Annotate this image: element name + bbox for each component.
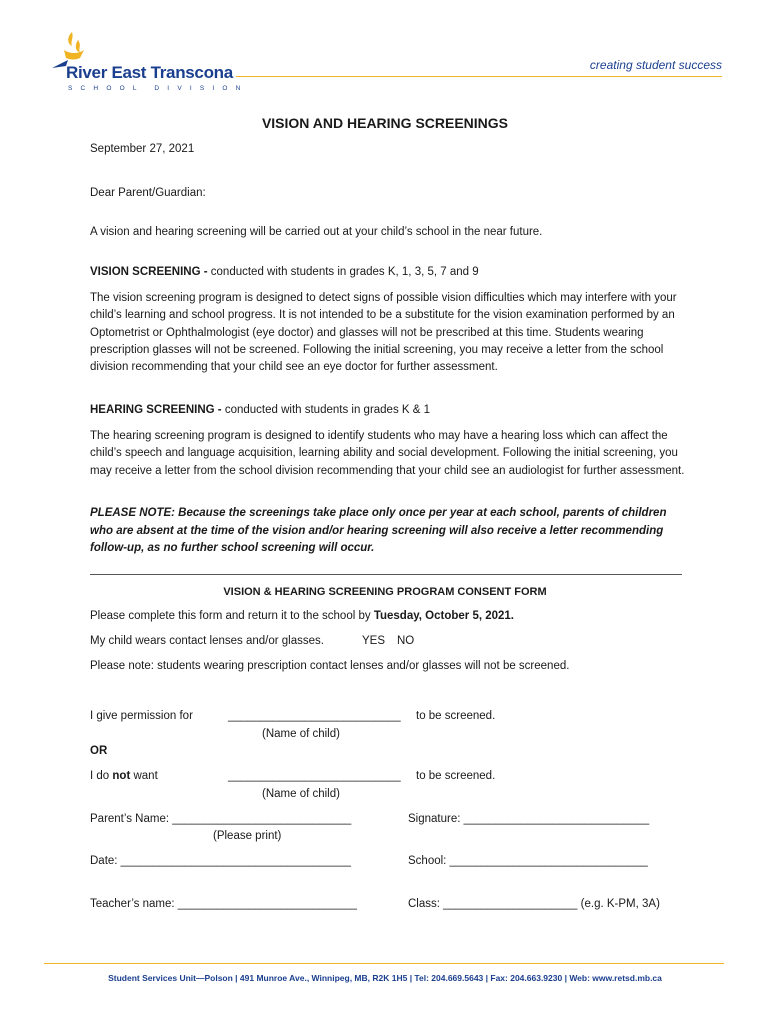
deny-not: not (112, 770, 131, 782)
footer-rule (44, 963, 724, 964)
page-title: VISION AND HEARING SCREENINGS (261, 115, 509, 131)
hearing-paragraph: The hearing screening program is designed to identify students who may have a hearing loss which can affect the child’s speech and language acquisition, learning ability and social development. Following the initial screening, you may receive a letter from the school division recommending that your child see an audiologist for further assessment. (90, 430, 685, 477)
lenses-question: My child wears contact lenses and/or glasses. (90, 635, 324, 647)
section-divider (90, 574, 682, 575)
letter-date: September 27, 2021 (90, 143, 195, 155)
to-be-screened-1: to be screened. (416, 710, 496, 722)
vision-paragraph: The vision screening program is designed to detect signs of possible vision difficulties which may interfere with your child’s learning and school progress. It is not intended to be a substitute for the vision examination performed by an Optometrist or Ophthalmologist (eye doctor) and glasses will not be prescribed at this time. Students wearing prescription glasses will not be screened. Following the initial screening, you may receive a letter from the school division recommending that your child see an eye doctor for further assessment. (90, 292, 677, 374)
consent-form-title: VISION & HEARING SCREENING PROGRAM CONSENT FORM (223, 586, 547, 598)
footer-contact: Student Services Unit—Polson | 491 Munroe Ave., Winnipeg, MB, R2K 1H5 | Tel: 204.669.5643 | Fax: 204.663.9230 | Web: www.retsd.mb.ca (108, 973, 662, 983)
or-label: OR (90, 745, 108, 757)
school-division-name: River East Transcona (66, 63, 233, 82)
class-field[interactable]: Class: _____________________ (e.g. K-PM, 3A) (408, 898, 660, 910)
school-division-subtitle: SCHOOL DIVISION (68, 85, 249, 92)
hearing-heading-line (90, 404, 430, 416)
date-field[interactable]: Date: ____________________________________ (90, 855, 351, 867)
please-print-caption: (Please print) (213, 830, 282, 842)
please-note-paragraph: PLEASE NOTE: Because the screenings take place only once per year at each school, parents of children who are absent at the time of the vision and/or hearing screening will also receive a letter recommending follow-up, as no further school screening will occur. (90, 507, 667, 554)
vision-heading: VISION SCREENING - (90, 266, 208, 278)
deny-label (90, 770, 158, 782)
signature-field[interactable]: Signature: _____________________________ (408, 813, 650, 825)
lenses-note: Please note: students wearing prescription contact lenses and/or glasses will not be screened. (90, 660, 570, 672)
tagline: creating student success (589, 58, 722, 72)
to-be-screened-2: to be screened. (416, 770, 496, 782)
vision-heading-rest: conducted with students in grades K, 1, 3, 5, 7 and 9 (207, 266, 479, 278)
form-instruction (90, 610, 514, 622)
hearing-heading: HEARING SCREENING - (90, 404, 222, 416)
hearing-heading-rest: conducted with students in grades K & 1 (221, 404, 431, 416)
form-deadline: Tuesday, October 5, 2021. (373, 610, 515, 622)
form-instruction-text: Please complete this form and return it to the school by (90, 610, 374, 622)
intro-paragraph: A vision and hearing screening will be carried out at your child’s school in the near future. (90, 226, 543, 238)
name-of-child-caption-1: (Name of child) (262, 728, 340, 740)
child-name-field-1[interactable]: ___________________________ (228, 710, 401, 722)
yes-option[interactable]: YES (362, 635, 386, 647)
vision-heading-line (90, 266, 479, 278)
child-name-field-2[interactable]: ___________________________ (228, 770, 401, 782)
permission-label: I give permission for (90, 710, 193, 722)
name-of-child-caption-2: (Name of child) (262, 788, 340, 800)
no-option[interactable]: NO (397, 635, 415, 647)
parent-name-field[interactable]: Parent’s Name: ____________________________ (90, 813, 352, 825)
deny-suffix: want (130, 770, 158, 782)
deny-prefix: I do (90, 770, 113, 782)
header-rule (236, 76, 722, 77)
teacher-name-field[interactable]: Teacher’s name: ____________________________ (90, 898, 357, 910)
school-field[interactable]: School: _______________________________ (408, 855, 648, 867)
salutation: Dear Parent/Guardian: (90, 187, 206, 199)
